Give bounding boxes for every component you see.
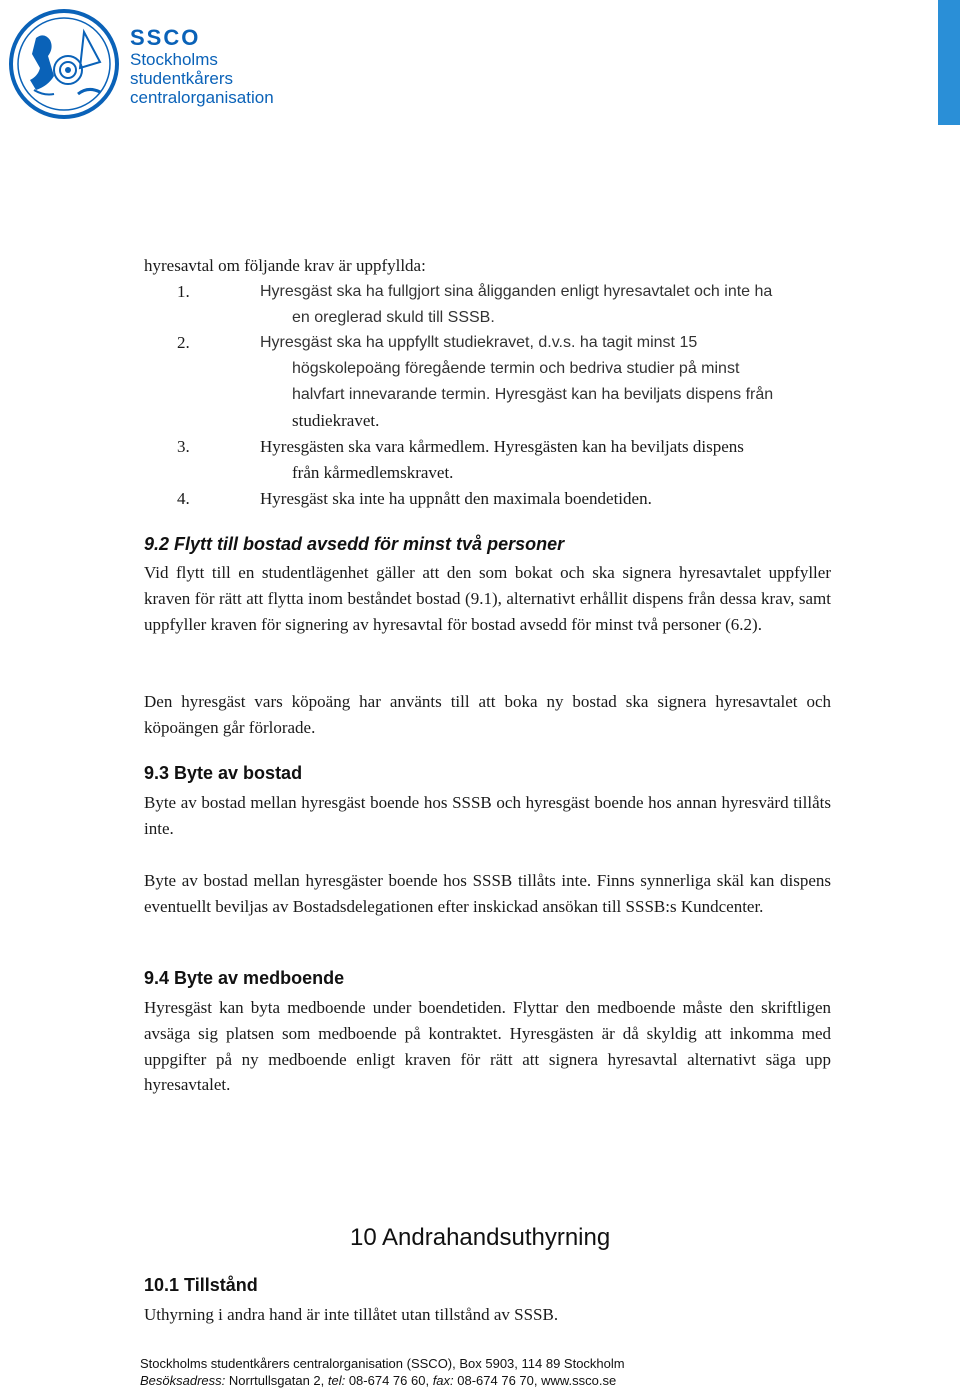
list-text-cont: från kårmedlemskravet. <box>292 463 454 482</box>
list-number: 4. <box>177 489 190 508</box>
paragraph: Den hyresgäst vars köpoäng har använts till att boka ny bostad ska signera hyresavtalet och köpoängen går förlorade. <box>144 692 831 737</box>
paragraph: Uthyrning i andra hand är inte tillåtet utan tillstånd av SSSB. <box>144 1305 559 1324</box>
list-text: Hyresgästen ska vara kårmedlem. Hyresgästen kan ha beviljats dispens <box>260 437 744 456</box>
footer-visit-value: Norrtullsgatan 2, <box>225 1373 328 1388</box>
section-heading-9-4: 9.4 Byte av medboende <box>144 968 345 988</box>
list-text: Hyresgäst ska ha uppfyllt studiekravet, d.v.s. ha tagit minst 15 <box>260 334 698 351</box>
brand-abbr: SSCO <box>130 25 201 50</box>
brand-line-1: Stockholms <box>130 50 218 69</box>
paragraph: Hyresgäst kan byta medboende under boendetiden. Flyttar den medboende måste den skriftligen avsäga sig platsen som medboende på kontraktet. Hyresgästen är då skyldig att inkomma med uppgifter på ny medboende enligt kraven för rätt att signera hyresavtal alternativt säga upp hyresavtalet. <box>144 998 831 1095</box>
chapter-title: 10 Andrahandsuthyrning <box>350 1224 611 1251</box>
ssco-logo-emblem <box>8 8 120 120</box>
footer-address: Stockholms studentkårers centralorganisation (SSCO), Box 5903, 114 89 Stockholm <box>140 1356 625 1371</box>
intro-text: hyresavtal om följande krav är uppfyllda: <box>144 256 426 275</box>
list-text-cont: halvfart innevarande termin. Hyresgäst kan ha beviljats dispens från <box>292 386 774 403</box>
list-number: 2. <box>177 333 190 352</box>
footer-contact <box>140 1373 616 1388</box>
section-heading-9-2: 9.2 Flytt till bostad avsedd för minst två personer <box>144 534 565 554</box>
footer-fax-value: 08-674 76 70, www.ssco.se <box>453 1373 617 1388</box>
list-text: Hyresgäst ska inte ha uppnått den maximala boendetiden. <box>260 489 652 508</box>
brand-line-3: centralorganisation <box>130 88 274 107</box>
list-text-cont: studiekravet. <box>292 411 380 430</box>
footer-fax-label: fax: <box>432 1373 454 1388</box>
list-text-cont: en oreglerad skuld till SSSB. <box>292 309 495 326</box>
footer-tel-value: 08-674 76 60, <box>345 1373 433 1388</box>
list-text: Hyresgäst ska ha fullgjort sina åligganden enligt hyresavtalet och inte ha <box>260 283 773 300</box>
paragraph: Vid flytt till en studentlägenhet gäller att den som bokat och ska signera hyresavtalet uppfyller kraven för rätt att flytta inom beståndet bostad (9.1), alternativt erhållit dispens från dessa krav, samt uppfyller kraven för signering av hyresavtal för bostad avsedd för minst två personer (6.2). <box>144 563 831 634</box>
list-number: 1. <box>177 282 190 301</box>
paragraph: Byte av bostad mellan hyresgäst boende hos SSSB och hyresgäst boende hos annan hyresvärd tillåts inte. <box>144 793 831 838</box>
paragraph: Byte av bostad mellan hyresgäster boende hos SSSB tillåts inte. Finns synnerliga skäl kan dispens eventuellt beviljas av Bostadsdelegationen efter inskickad ansökan till SSSB:s Kundcenter. <box>144 871 831 916</box>
brand-line-2: studentkårers <box>130 69 233 88</box>
accent-bar <box>938 0 960 125</box>
section-heading-9-3: 9.3 Byte av bostad <box>144 763 303 783</box>
list-text-cont: högskolepoäng föregående termin och bedriva studier på minst <box>292 360 740 377</box>
list-number: 3. <box>177 437 190 456</box>
brand-text <box>130 26 274 107</box>
footer-tel-label: tel: <box>327 1373 346 1388</box>
section-heading-10-1: 10.1 Tillstånd <box>144 1275 258 1295</box>
footer-visit-label: Besöksadress: <box>140 1373 226 1388</box>
